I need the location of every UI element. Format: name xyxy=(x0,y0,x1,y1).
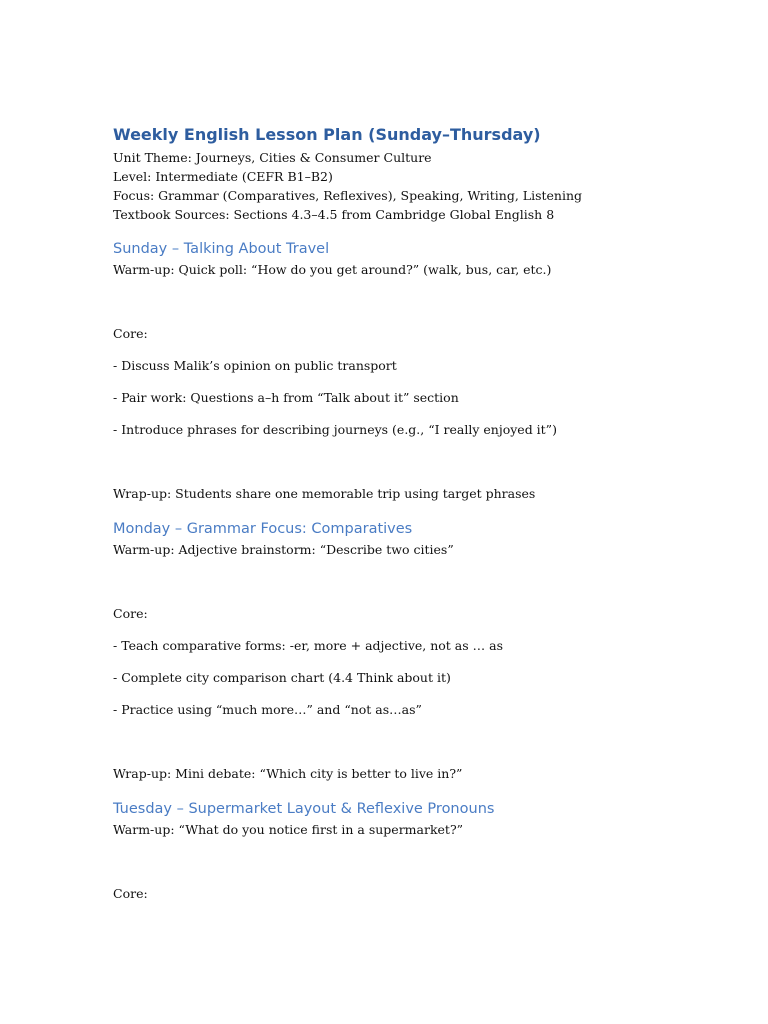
core-item: - Practice using “much more…” and “not as…as” xyxy=(113,702,422,717)
core-label-monday: Core: xyxy=(113,606,148,621)
core-item: - Discuss Malik’s opinion on public transport xyxy=(113,358,397,373)
core-label-tuesday: Core: xyxy=(113,886,148,901)
unit-theme: Unit Theme: Journeys, Cities & Consumer Culture xyxy=(113,150,432,165)
wrapup-monday: Wrap-up: Mini debate: “Which city is better to live in?” xyxy=(113,766,463,781)
warmup-tuesday: Warm-up: “What do you notice first in a supermarket?” xyxy=(113,822,464,837)
day-heading-sunday: Sunday – Talking About Travel xyxy=(113,241,330,257)
core-item: - Introduce phrases for describing journeys (e.g., “I really enjoyed it”) xyxy=(113,422,557,437)
core-label-sunday: Core: xyxy=(113,326,148,341)
day-heading-monday: Monday – Grammar Focus: Comparatives xyxy=(113,521,413,537)
level: Level: Intermediate (CEFR B1–B2) xyxy=(113,169,333,184)
core-item: - Complete city comparison chart (4.4 Think about it) xyxy=(113,670,451,685)
core-item: - Teach comparative forms: -er, more + adjective, not as … as xyxy=(113,638,503,653)
warmup-monday: Warm-up: Adjective brainstorm: “Describe two cities” xyxy=(113,542,454,557)
warmup-sunday: Warm-up: Quick poll: “How do you get around?” (walk, bus, car, etc.) xyxy=(113,262,552,277)
focus: Focus: Grammar (Comparatives, Reflexives), Speaking, Writing, Listening xyxy=(113,188,583,203)
core-item: - Pair work: Questions a–h from “Talk about it” section xyxy=(113,390,459,405)
day-heading-tuesday: Tuesday – Supermarket Layout & Reflexive Pronouns xyxy=(113,801,495,817)
wrapup-sunday: Wrap-up: Students share one memorable trip using target phrases xyxy=(113,486,536,501)
document-title: Weekly English Lesson Plan (Sunday–Thursday) xyxy=(113,125,541,144)
textbook-sources: Textbook Sources: Sections 4.3–4.5 from Cambridge Global English 8 xyxy=(113,207,555,222)
